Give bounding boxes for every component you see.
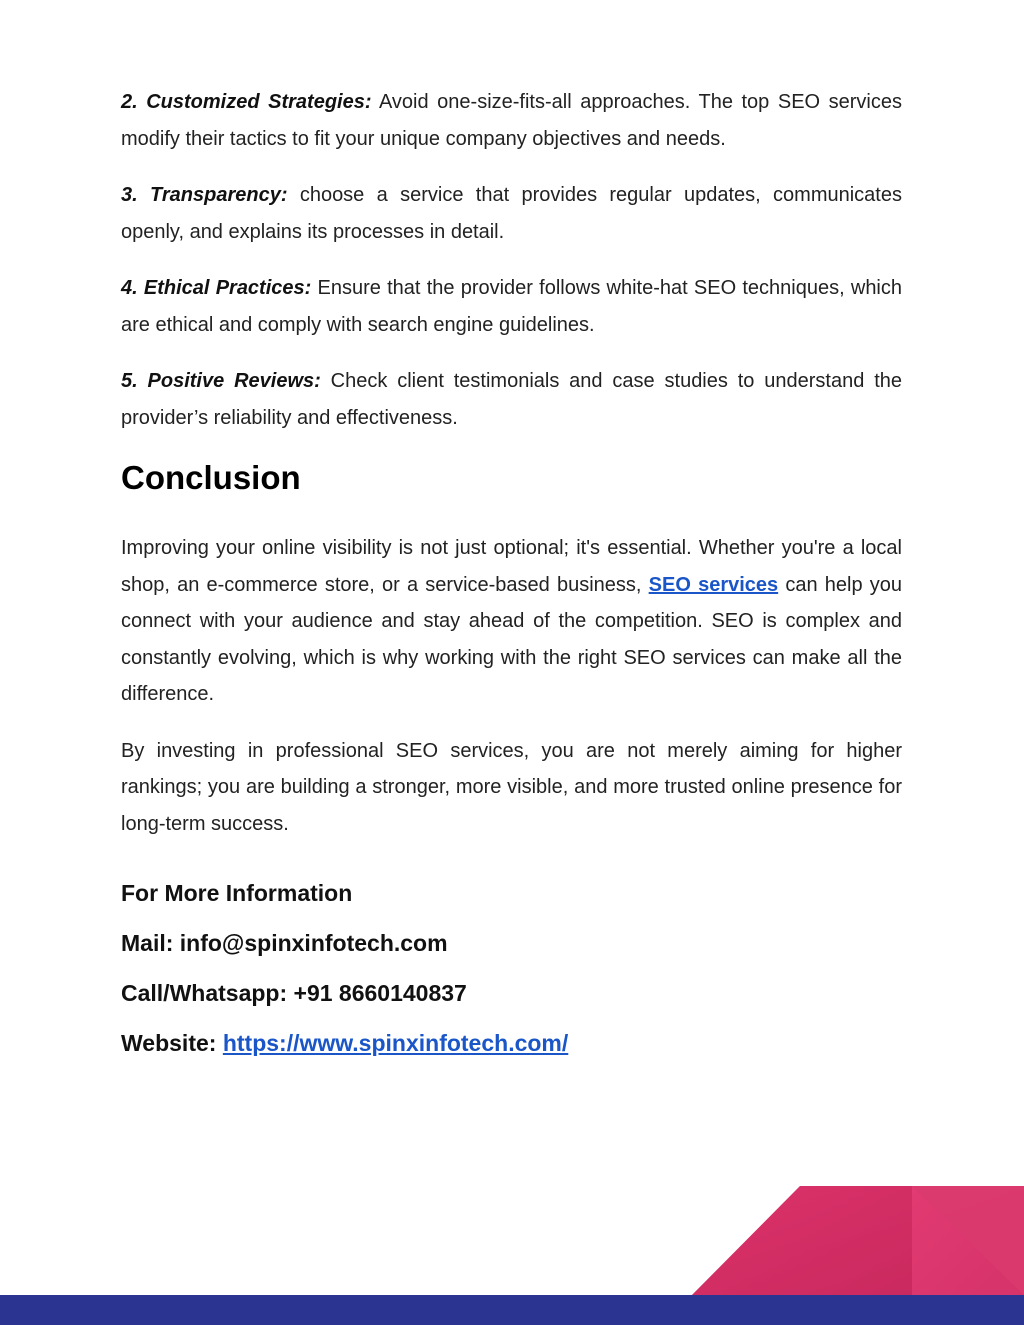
website-link[interactable]: https://www.spinxinfotech.com/ bbox=[222, 1030, 569, 1056]
list-item bbox=[121, 270, 902, 343]
item-text: Ensure that the provider follows white-hat SEO techniques, which are ethical and comply with search engine guidelines. bbox=[121, 277, 903, 336]
conclusion-paragraph bbox=[121, 530, 902, 713]
footer-corner-shade bbox=[912, 1186, 1024, 1295]
footer-shadow-shape bbox=[692, 1186, 912, 1295]
website-label: Website: bbox=[121, 1030, 223, 1056]
document-body bbox=[121, 84, 902, 1068]
item-text: Check client testimonials and case studies to understand the provider’s reliability and effectiveness. bbox=[121, 370, 902, 429]
item-heading: 3. Transparency: bbox=[121, 184, 288, 206]
item-heading: 2. Customized Strategies: bbox=[121, 91, 372, 113]
list-item bbox=[121, 363, 902, 436]
item-heading: 5. Positive Reviews: bbox=[121, 370, 321, 392]
item-text: Avoid one-size-fits-all approaches. The top SEO services modify their tactics to fit your unique company objectives and needs. bbox=[121, 91, 902, 150]
footer-corner-shape bbox=[912, 1186, 1024, 1295]
list-item bbox=[121, 177, 902, 250]
seo-services-link[interactable]: SEO services bbox=[648, 573, 779, 596]
footer-bar bbox=[0, 1295, 1024, 1325]
conclusion-paragraph: By investing in professional SEO services, you are not merely aiming for higher rankings; you are building a stronger, more visible, and more trusted online presence for long-term success. bbox=[121, 739, 902, 835]
paragraph-text: Improving your online visibility is not just optional; it's essential. Whether you're a local shop, an e-commerce store, or a service-based business, bbox=[121, 537, 902, 596]
footer-pink-shape bbox=[692, 1186, 1024, 1295]
contact-section bbox=[121, 868, 902, 1068]
contact-mail: Mail: info@spinxinfotech.com bbox=[121, 930, 448, 956]
item-text: choose a service that provides regular updates, communicates openly, and explains its processes in detail. bbox=[121, 184, 902, 243]
item-heading: 4. Ethical Practices: bbox=[121, 277, 312, 299]
contact-phone: Call/Whatsapp: +91 8660140837 bbox=[121, 980, 467, 1006]
contact-website bbox=[121, 1018, 902, 1068]
paragraph-text: can help you connect with your audience and stay ahead of the competition. SEO is complex and constantly evolving, which is why working with the right SEO services can make all the difference. bbox=[121, 573, 902, 705]
conclusion-heading: Conclusion bbox=[121, 459, 301, 496]
list-item bbox=[121, 84, 902, 157]
contact-heading: For More Information bbox=[121, 880, 353, 906]
